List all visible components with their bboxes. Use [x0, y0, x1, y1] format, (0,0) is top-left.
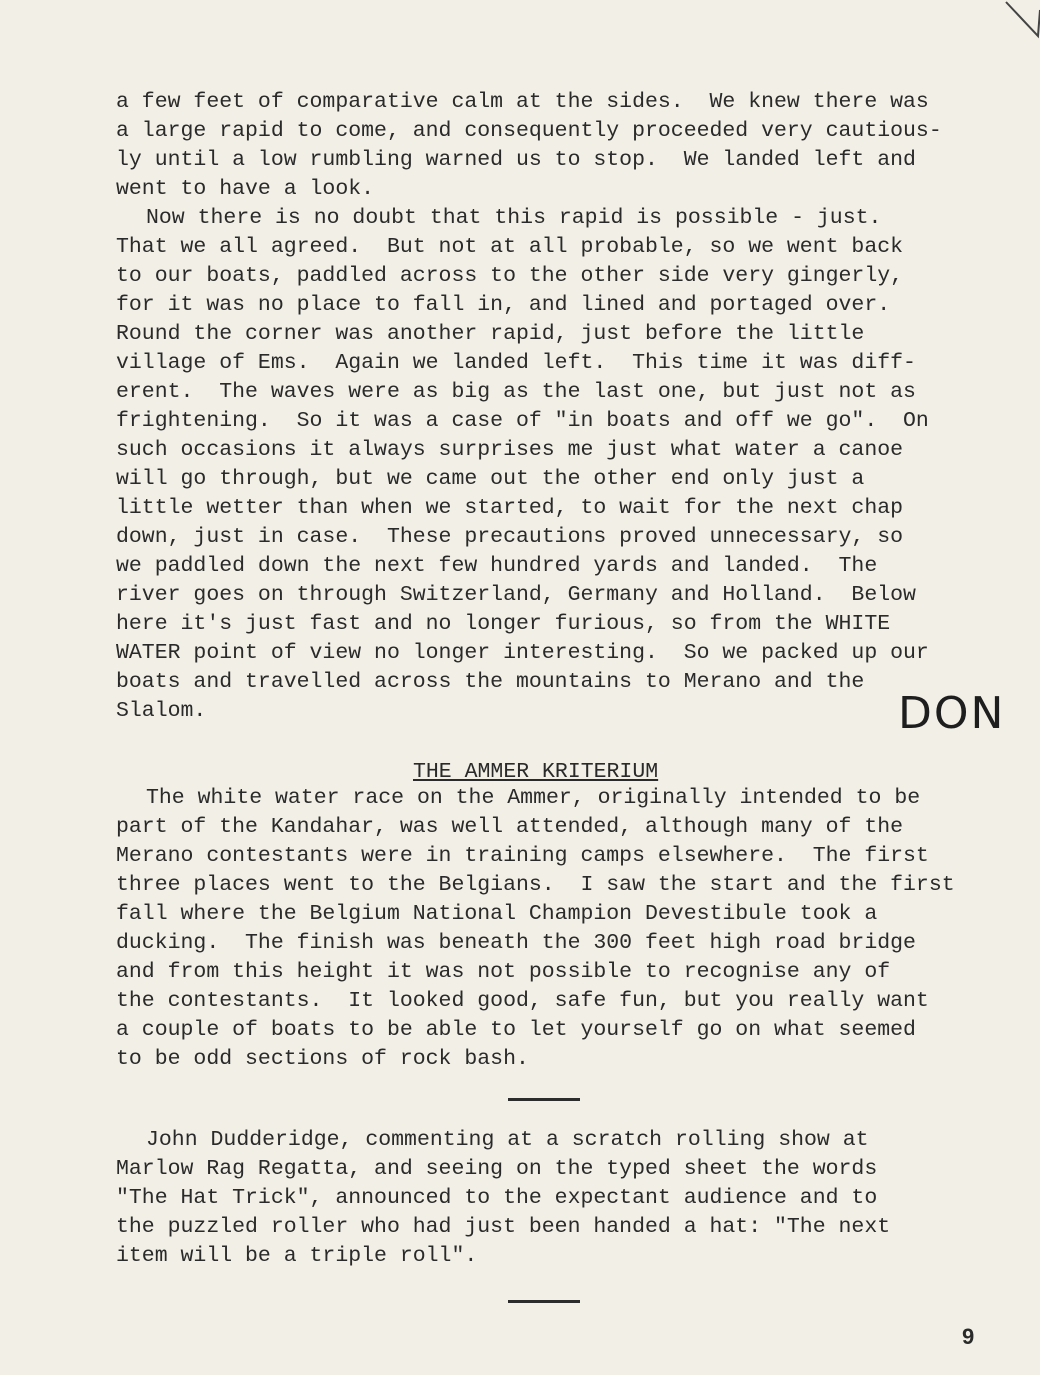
section-heading: THE AMMER KRITERIUM [413, 760, 659, 784]
text-line: river goes on through Switzerland, Germany and Holland. Below [116, 583, 916, 607]
text-line: here it's just fast and no longer furious, so from the WHITE [116, 612, 891, 636]
text-line: "The Hat Trick", announced to the expectant audience and to [116, 1186, 878, 1210]
text-line: Marlow Rag Regatta, and seeing on the typed sheet the words [116, 1157, 878, 1181]
paragraph-hat-trick [116, 1126, 1026, 1271]
text-line: the contestants. It looked good, safe fun, but you really want [116, 989, 929, 1013]
text-line: a large rapid to come, and consequently proceeded very cautious- [116, 119, 942, 143]
text-line: down, just in case. These precautions proved unnecessary, so [116, 525, 904, 549]
text-line: such occasions it always surprises me just what water a canoe [116, 438, 904, 462]
paragraph-rapids-intro [116, 88, 1026, 204]
text-line: to our boats, paddled across to the other side very gingerly, [116, 264, 904, 288]
text-line: ducking. The finish was beneath the 300 feet high road bridge [116, 931, 916, 955]
text-line: went to have a look. [116, 177, 375, 201]
text-line: part of the Kandahar, was well attended, although many of the [116, 815, 904, 839]
text-line: erent. The waves were as big as the last one, but just not as [116, 380, 916, 404]
text-line: Slalom. [116, 699, 207, 723]
text-line: we paddled down the next few hundred yards and landed. The [116, 554, 878, 578]
text-line: and from this height it was not possible to recognise any of [116, 960, 891, 984]
text-line: for it was no place to fall in, and lined and portaged over. [116, 293, 891, 317]
text-line: Round the corner was another rapid, just before the little [116, 322, 865, 346]
page-corner-mark [1000, 0, 1040, 40]
text-line: WATER point of view no longer interesting. So we packed up our [116, 641, 929, 665]
page-number: 9 [962, 1324, 975, 1349]
text-line: That we all agreed. But not at all probable, so we went back [116, 235, 904, 259]
text-line: ly until a low rumbling warned us to stop. We landed left and [116, 148, 916, 172]
text-line: a few feet of comparative calm at the sides. We knew there was [116, 90, 929, 114]
text-line: Merano contestants were in training camps elsewhere. The first [116, 844, 929, 868]
section-divider [508, 1098, 580, 1101]
text-line: Now there is no doubt that this rapid is possible - just. [146, 206, 882, 230]
text-line: John Dudderidge, commenting at a scratch rolling show at [146, 1128, 869, 1152]
text-line: will go through, but we came out the other end only just a [116, 467, 865, 491]
text-line: frightening. So it was a case of "in boats and off we go". On [116, 409, 929, 433]
text-line: village of Ems. Again we landed left. This time it was diff- [116, 351, 916, 375]
text-line: boats and travelled across the mountains to Merano and the [116, 670, 865, 694]
text-line: item will be a triple roll". [116, 1244, 478, 1268]
text-line: three places went to the Belgians. I saw the start and the first [116, 873, 955, 897]
paragraph-ammer-kriterium [116, 784, 1026, 1074]
closing-divider [508, 1300, 580, 1303]
text-line: to be odd sections of rock bash. [116, 1047, 529, 1071]
text-line: fall where the Belgium National Champion Devestibule took a [116, 902, 878, 926]
text-line: The white water race on the Ammer, originally intended to be [146, 786, 921, 810]
text-line: the puzzled roller who had just been handed a hat: "The next [116, 1215, 891, 1239]
author-signature: DON [898, 688, 1006, 739]
text-line: a couple of boats to be able to let yourself go on what seemed [116, 1018, 916, 1042]
text-line: little wetter than when we started, to wait for the next chap [116, 496, 904, 520]
paragraph-rapids-story [116, 204, 1026, 726]
